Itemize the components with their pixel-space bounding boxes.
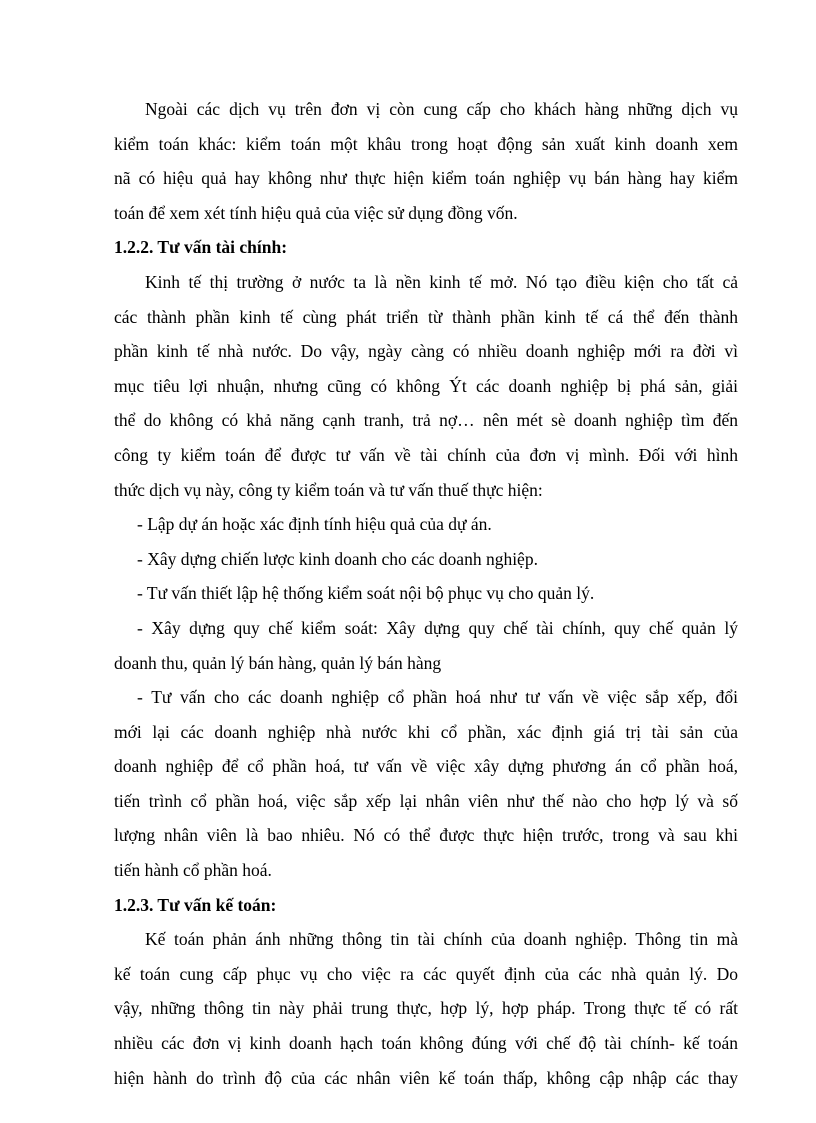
text-line: tiến trình cổ phần hoá, việc sắp xếp lại nhân viên như thế nào cho hợp lý và số bbox=[114, 790, 738, 811]
text-line: - Tư vấn thiết lập hệ thống kiểm soát nội bộ phục vụ cho quản lý. bbox=[137, 583, 595, 604]
text-line: Ngoài các dịch vụ trên đơn vị còn cung cấp cho khách hàng những dịch vụ bbox=[145, 99, 738, 119]
list-item bbox=[114, 611, 738, 680]
text-line: các thành phần kinh tế cùng phát triển từ thành phần kinh tế cá thể đến thành bbox=[114, 306, 738, 327]
text-line: - Tư vấn cho các doanh nghiệp cổ phần hoá như tư vấn về việc sắp xếp, đổi bbox=[137, 687, 738, 708]
text-line: - Xây dựng chiến lược kinh doanh cho các doanh nghiệp. bbox=[137, 548, 538, 569]
text-line: - Lập dự án hoặc xác định tính hiệu quả của dự án. bbox=[137, 514, 492, 535]
paragraph-services bbox=[114, 92, 738, 230]
text-line: kiểm toán khác: kiểm toán một khâu trong hoạt động sản xuất kinh doanh xem bbox=[114, 133, 738, 154]
bullet-list bbox=[114, 507, 738, 888]
section-heading-accounting-advisory: 1.2.3. Tư vấn kế toán: bbox=[114, 894, 277, 915]
text-line: - Xây dựng quy chế kiểm soát: Xây dựng quy chế tài chính, quy chế quản lý bbox=[137, 617, 738, 638]
text-line: công ty kiểm toán để được tư vấn về tài chính của đơn vị mình. Đối với hình bbox=[114, 444, 738, 465]
text-line: Kế toán phản ánh những thông tin tài chính của doanh nghiệp. Thông tin mà bbox=[145, 929, 738, 950]
list-item bbox=[114, 507, 738, 542]
paragraph-accounting bbox=[114, 922, 738, 1095]
list-item bbox=[114, 542, 738, 577]
list-item bbox=[114, 576, 738, 611]
text-line: toán để xem xét tính hiệu quả của việc sử dụng đồng vốn. bbox=[114, 202, 518, 223]
document-page bbox=[114, 92, 738, 1095]
text-line: thể do không có khả năng cạnh tranh, trả nợ… nên mét sè doanh nghiệp tìm đến bbox=[114, 410, 738, 431]
paragraph-market-economy bbox=[114, 265, 738, 507]
text-line: vậy, những thông tin này phải trung thực, hợp lý, hợp pháp. Trong thực tế có rất bbox=[114, 998, 738, 1019]
text-line: Kinh tế thị trường ở nước ta là nền kinh tế mở. Nó tạo điều kiện cho tất cả bbox=[145, 271, 738, 292]
text-line: mục tiêu lợi nhuận, nhưng cũng có không Ýt các doanh nghiệp bị phá sản, giải bbox=[114, 375, 738, 396]
text-line: lượng nhân viên là bao nhiêu. Nó có thể được thực hiện trước, trong và sau khi bbox=[114, 825, 738, 846]
list-item bbox=[114, 680, 738, 888]
text-line: mới lại các doanh nghiệp nhà nước khi cổ phần, xác định giá trị tài sản của bbox=[114, 721, 738, 742]
section-heading-financial-advisory: 1.2.2. Tư vấn tài chính: bbox=[114, 237, 288, 258]
text-line: hiện hành do trình độ của các nhân viên kế toán thấp, không cập nhập các thay bbox=[114, 1067, 738, 1088]
text-line: tiến hành cổ phần hoá. bbox=[114, 860, 272, 881]
text-line: nã có hiệu quả hay không như thực hiện kiểm toán nghiệp vụ bán hàng hay kiểm bbox=[114, 168, 738, 189]
text-line: thức dịch vụ này, công ty kiểm toán và tư vấn thuế thực hiện: bbox=[114, 479, 543, 500]
text-line: phần kinh tế nhà nước. Do vậy, ngày càng có nhiều doanh nghiệp mới ra đời vì bbox=[114, 341, 738, 362]
text-line: doanh thu, quản lý bán hàng, quản lý bán hàng bbox=[114, 652, 442, 673]
text-line: doanh nghiệp để cổ phần hoá, tư vấn về việc xây dựng phương án cổ phần hoá, bbox=[114, 756, 738, 777]
text-line: kế toán cung cấp phục vụ cho việc ra các quyết định của các nhà quản lý. Do bbox=[114, 963, 738, 984]
text-line: nhiều các đơn vị kinh doanh hạch toán không đúng với chế độ tài chính- kế toán bbox=[114, 1033, 738, 1054]
